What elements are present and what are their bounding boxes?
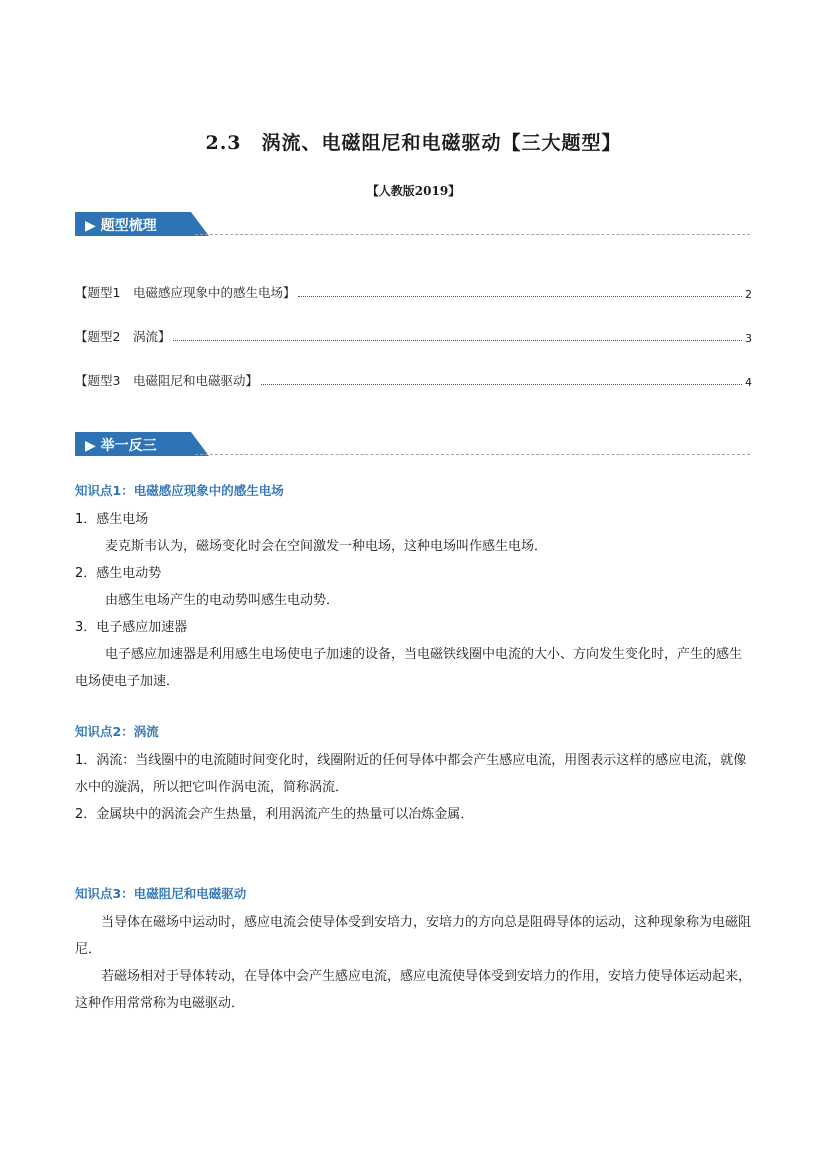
item-heading: 1．感生电场 [75, 512, 149, 527]
toc-leader-dots [298, 296, 742, 297]
item-body: 电子感应加速器是利用感生电场使电子加速的设备，当电磁铁线圈中电流的大小、方向发生变化时，产生的感生电场使电子加速． [75, 647, 743, 689]
paragraph: 当导体在磁场中运动时，感应电流会使导体受到安培力，安培力的方向总是阻碍导体的运动，这种现象称为电磁阻尼． [75, 915, 752, 957]
paragraph: 2．金属块中的涡流会产生热量，利用涡流产生的热量可以冶炼金属． [75, 807, 474, 822]
toc-page-number: 2 [745, 288, 752, 301]
toc-page-number: 3 [745, 332, 752, 345]
play-triangle-icon: ▶ [85, 438, 101, 454]
knowledge-point-2-content [75, 747, 752, 828]
toc-entry-label: 【题型2 涡流】 [75, 329, 171, 344]
toc-entry-1[interactable] [75, 283, 752, 301]
toc-entry-3[interactable] [75, 371, 752, 389]
section-divider [195, 234, 750, 235]
section-tab-label: ▶ 举一反三 [85, 438, 157, 454]
section-divider [195, 454, 750, 455]
knowledge-point-3-content [75, 909, 752, 1017]
toc-entry-label: 【题型3 电磁阻尼和电磁驱动】 [75, 373, 258, 388]
toc-leader-dots [173, 340, 742, 341]
paragraph: 若磁场相对于导体转动，在导体中会产生感应电流，感应电流使导体受到安培力的作用，安培力使导体运动起来，这种作用常常称为电磁驱动． [75, 969, 752, 1011]
section-tab-label: ▶ 题型梳理 [85, 218, 157, 234]
item-body: 麦克斯韦认为，磁场变化时会在空间激发一种电场，这种电场叫作感生电场． [105, 539, 548, 554]
examples-section-header [75, 432, 750, 456]
document-title: 2.3 涡流、电磁阻尼和电磁驱动【三大题型】 [205, 132, 622, 154]
knowledge-point-1-content [75, 506, 752, 695]
edition-label: 【人教版2019】 [366, 184, 461, 198]
item-heading: 2．感生电动势 [75, 566, 162, 581]
knowledge-point-3-title: 知识点3：电磁阻尼和电磁驱动 [75, 886, 247, 901]
toc-entry-label: 【题型1 电磁感应现象中的感生电场】 [75, 285, 296, 300]
item-body: 由感生电场产生的电动势叫感生电动势． [105, 593, 340, 608]
play-triangle-icon: ▶ [85, 218, 101, 234]
toc-entry-2[interactable] [75, 327, 752, 345]
toc-section-header [75, 212, 750, 236]
toc-page-number: 4 [745, 376, 752, 389]
item-heading: 3．电子感应加速器 [75, 620, 188, 635]
paragraph: 1．涡流：当线圈中的电流随时间变化时，线圈附近的任何导体中都会产生感应电流，用图表示这样的感应电流，就像水中的漩涡，所以把它叫作涡电流，简称涡流． [75, 753, 747, 795]
knowledge-point-1-title: 知识点1：电磁感应现象中的感生电场 [75, 483, 284, 498]
toc-leader-dots [261, 384, 742, 385]
knowledge-point-2-title: 知识点2：涡流 [75, 724, 159, 739]
